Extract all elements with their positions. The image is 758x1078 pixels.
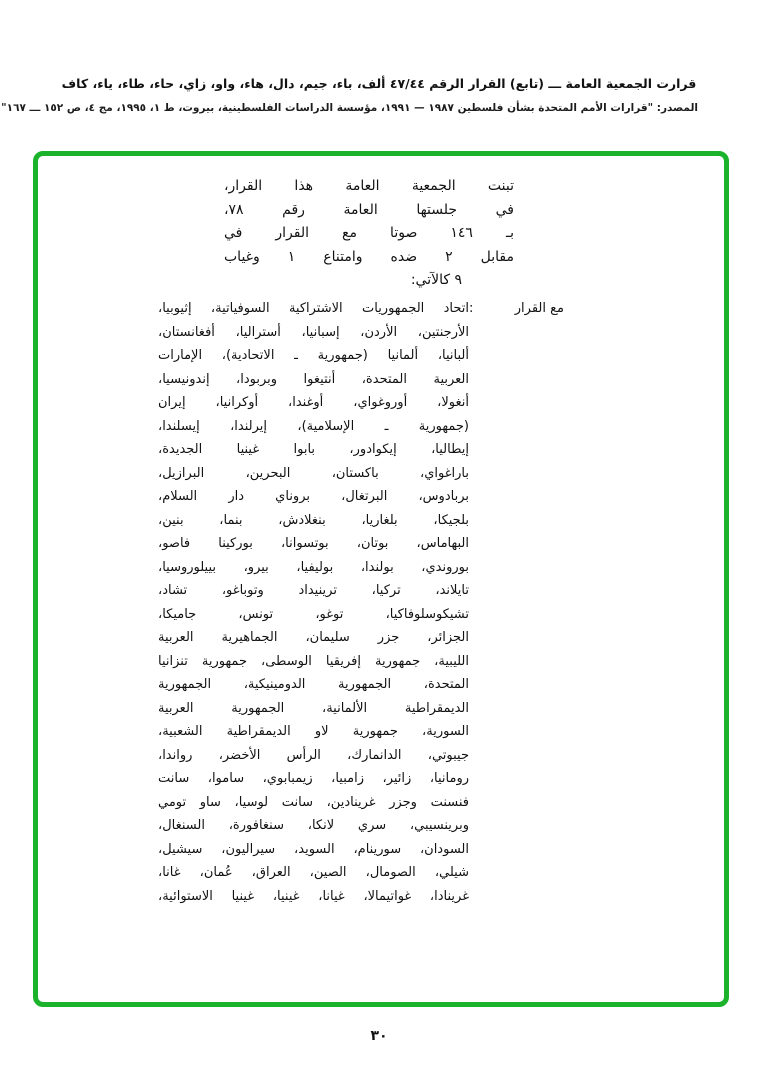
page-number: ٣٠ xyxy=(370,1028,388,1044)
text-line: مقابل ٢ ضده وامتناع ١ وغياب xyxy=(224,248,515,265)
text-line: العربية المتحدة، أنتيغوا وبربودا، إندونيسيا، xyxy=(158,371,469,387)
text-line: (جمهورية ـ الإسلامية)، إيرلندا، إيسلندا، xyxy=(158,418,469,434)
document-source-line: المصدر: "قرارات الأمم المتحدة بشأن فلسطين ١٩٨٧ — ١٩٩١، مؤسسة الدراسات الفلسطينية، بيروت، ط ١، ١٩٩٥، مج ٤، ص ١٥٢ ـــ ١٦٧" xyxy=(1,102,698,114)
text-line: رومانيا، زائير، زامبيا، زيمبابوي، ساموا، سانت xyxy=(158,771,469,786)
vote-label-colon: : xyxy=(469,301,474,316)
text-line: اتحاد الجمهوريات الاشتراكية السوفياتية، إثيوبيا، xyxy=(158,301,469,316)
text-line: تبنت الجمعية العامة هذا القرار، xyxy=(224,178,514,194)
text-line: وبرينسيبي، سري لانكا، سنغافورة، السنغال، xyxy=(158,818,469,833)
intro-lines xyxy=(224,175,514,293)
text-line: تشيكوسلوفاكيا، توغو، تونس، جاميكا، xyxy=(158,606,469,622)
text-line: في جلستها العامة رقم ٧٨، xyxy=(224,201,514,218)
text-line: الديمقراطية الألمانية، الجمهورية العربية xyxy=(158,700,469,716)
text-line: الليبية، جمهورية إفريقيا الوسطى، جمهورية تنزانيا xyxy=(158,653,469,669)
text-line: أنغولا، أوروغواي، أوغندا، أوكرانيا، إيران xyxy=(158,395,469,410)
text-line: تايلاند، تركيا، ترينيداد وتوباغو، تشاد، xyxy=(158,583,469,598)
text-line: البهاماس، بوتان، بوتسوانا، بوركينا فاصو، xyxy=(158,536,469,551)
text-line: بـ ١٤٦ صوتا مع القرار في xyxy=(224,225,514,241)
vote-label xyxy=(469,297,564,321)
text-line: غرينادا، غواتيمالا، غيانا، غينيا، غينيا الاستوائية، xyxy=(158,888,469,904)
text-line: باراغواي، باكستان، البحرين، البرازيل، xyxy=(158,465,469,481)
text-line: فنسنت وجزر غرينادين، سانت لوسيا، ساو تومي xyxy=(158,794,469,810)
vote-label-text: مع القرار xyxy=(514,301,564,316)
text-line: السودان، سورينام، السويد، سيراليون، سيشيل، xyxy=(158,841,469,857)
text-line: جيبوتي، الدانمارك، الرأس الأخضر، رواندا، xyxy=(158,747,469,763)
vote-result-block xyxy=(158,297,564,908)
text-line: السورية، جمهورية لاو الديمقراطية الشعبية، xyxy=(158,724,469,739)
intro-paragraph xyxy=(224,175,514,293)
text-line: شيلي، الصومال، الصين، العراق، عُمان، غانا، xyxy=(158,865,469,880)
text-line: المتحدة، الجمهورية الدومينيكية، الجمهورية xyxy=(158,677,469,692)
document-header-title: قرارت الجمعية العامة ـــ (تابع) القرار الرقم ٤٧/٤٤ ألف، باء، جيم، دال، هاء، واو، زاي، حاء، طاء، ياء، كاف xyxy=(61,76,697,91)
text-line: الأرجنتين، الأردن، إسبانيا، أستراليا، أفغانستان، xyxy=(158,324,469,340)
text-line: ألبانيا، ألمانيا (جمهورية ـ الاتحادية)، الإمارات xyxy=(158,348,469,363)
text-line: بربادوس، البرتغال، بروناي دار السلام، xyxy=(158,489,469,504)
text-line: ٩ كالآتي: xyxy=(410,272,462,288)
text-line: إيطاليا، إيكوادور، بابوا غينيا الجديدة، xyxy=(158,442,469,457)
text-line: بوروندي، بولندا، بوليفيا، بيرو، بييلوروسيا، xyxy=(158,559,469,575)
text-line: الجزائر، جزر سليمان، الجماهيرية العربية xyxy=(158,630,469,645)
text-line: بلجيكا، بلغاريا، بنغلادش، بنما، بنين، xyxy=(158,512,469,528)
countries-list xyxy=(158,297,469,908)
